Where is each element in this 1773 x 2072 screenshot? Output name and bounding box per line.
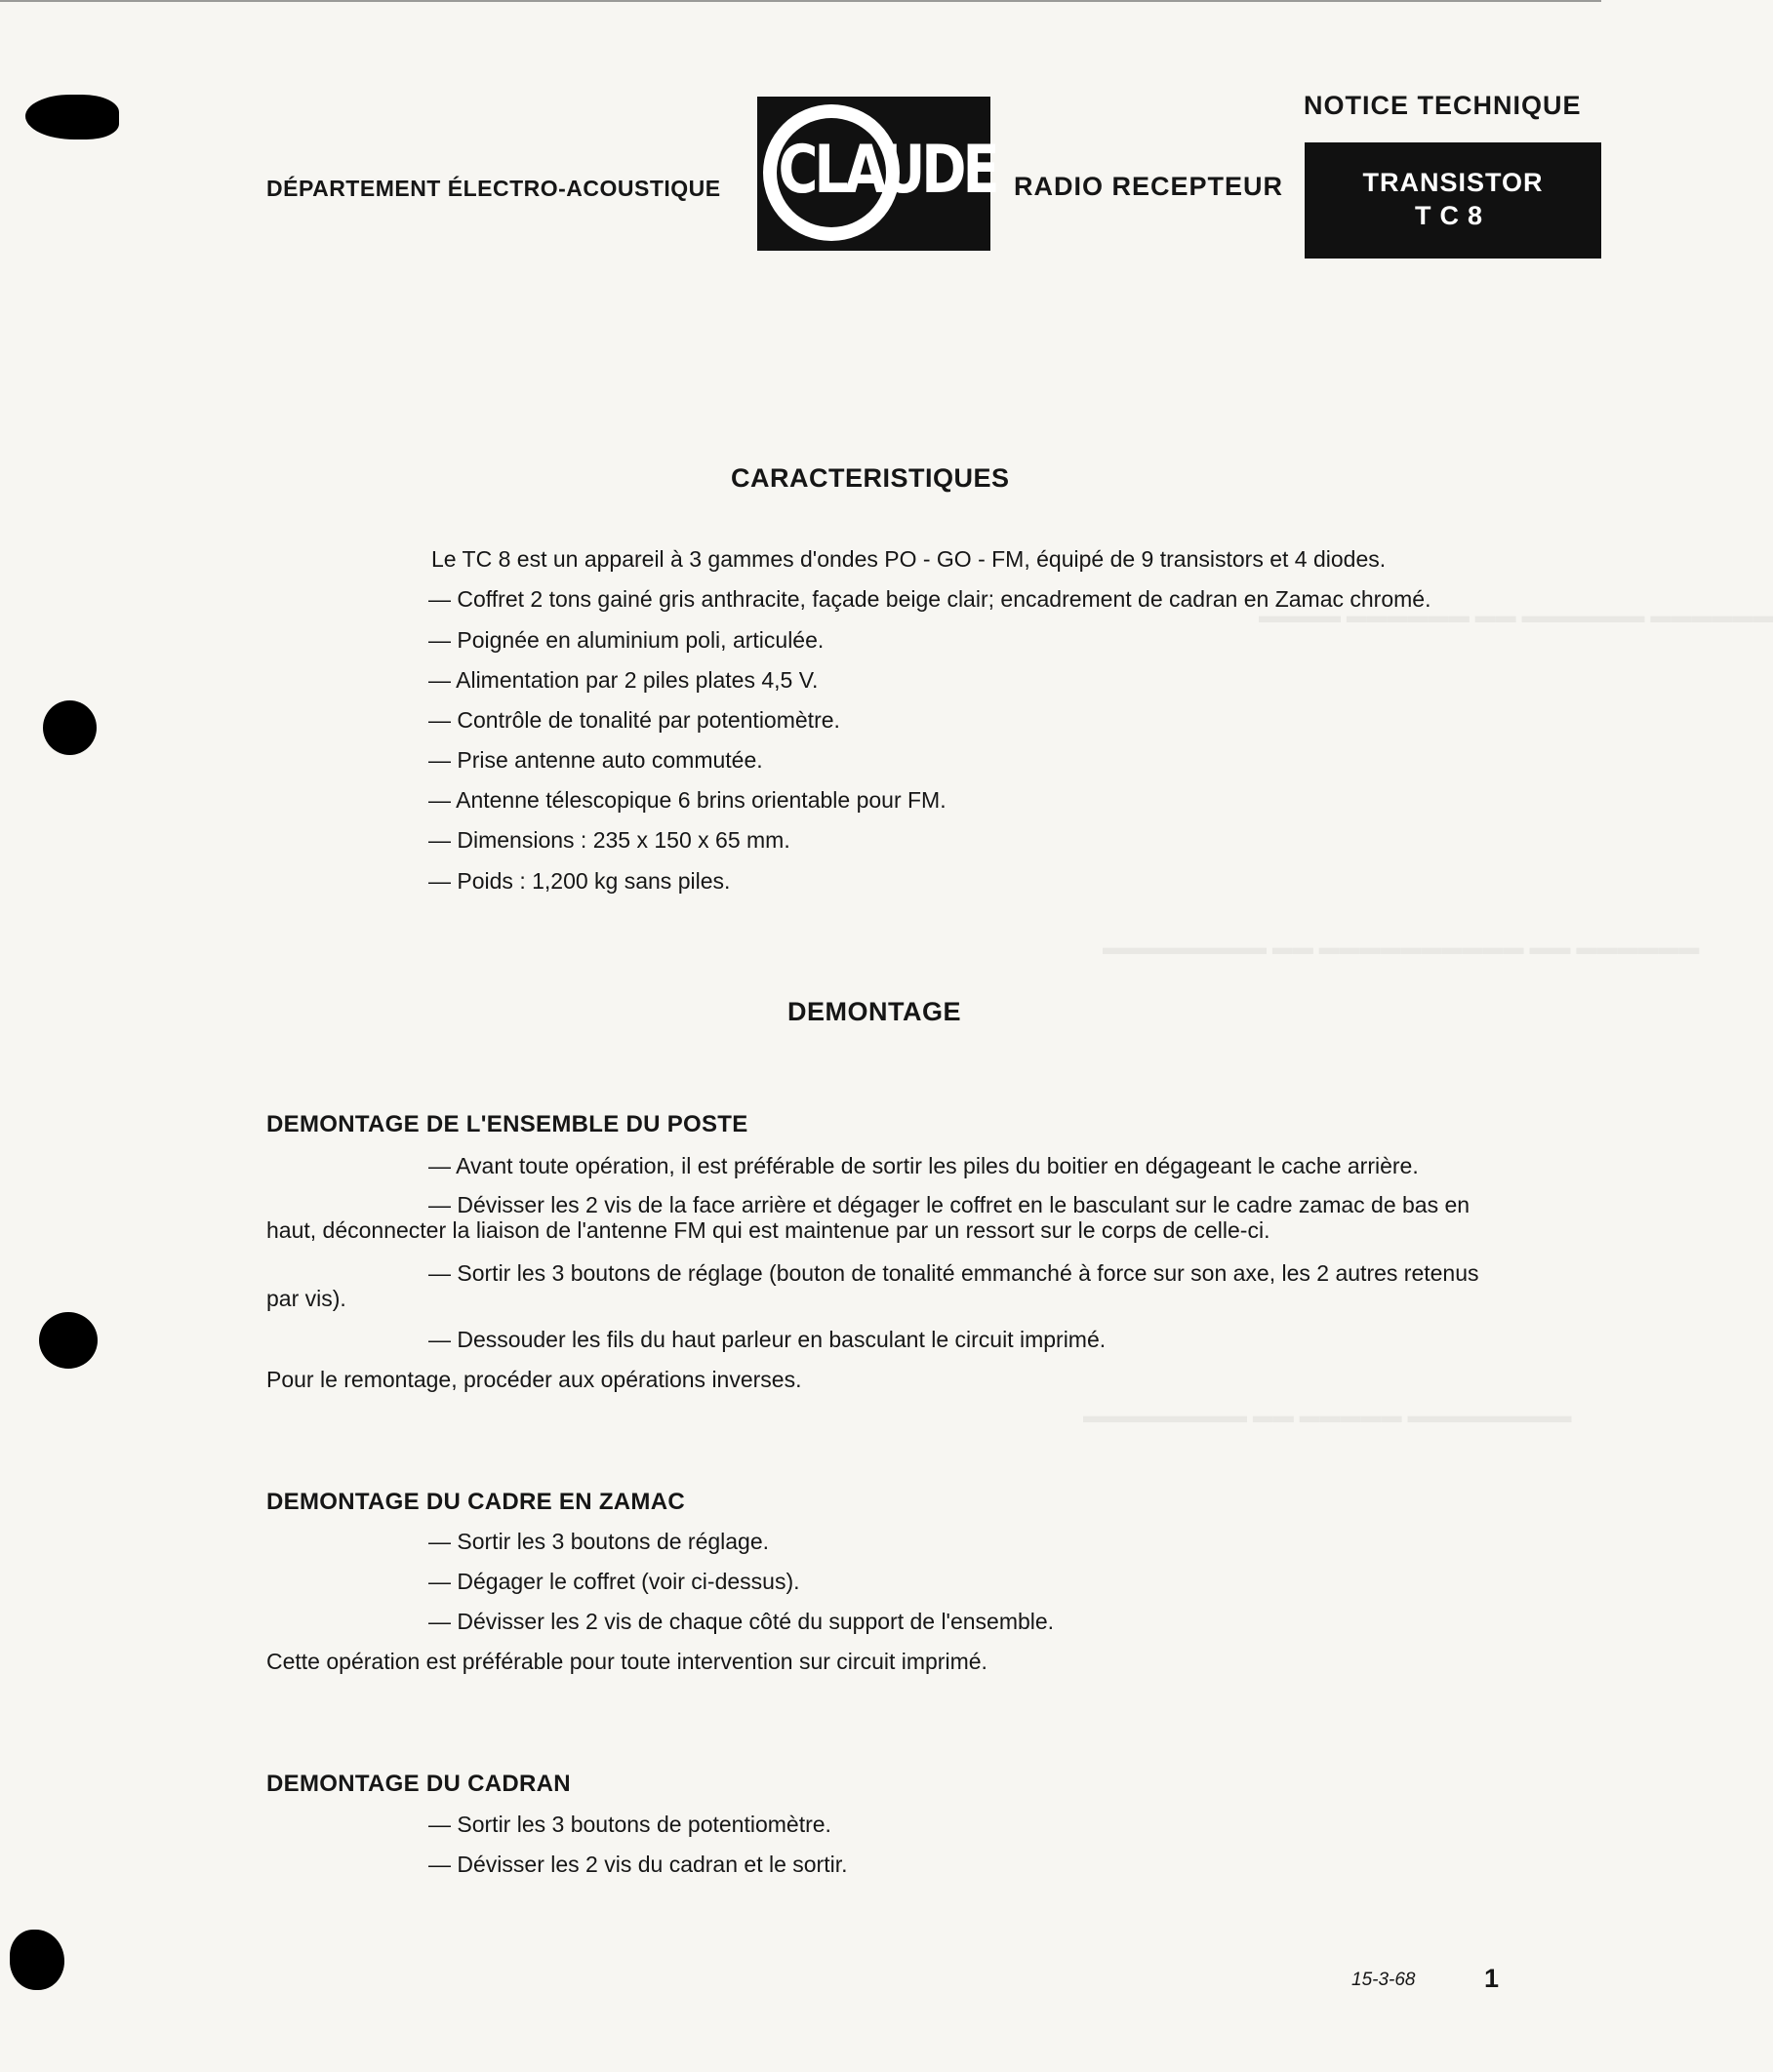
section-note: Pour le remontage, procéder aux opérations inverses. — [266, 1367, 802, 1392]
model-badge-line1: TRANSISTOR — [1362, 168, 1544, 197]
bleed-through-decoration: ▬▬▬▬▬▬▬▬ ▬▬ ▬▬▬▬▬ ▬▬▬▬▬▬▬▬ — [1083, 1405, 1572, 1427]
characteristics-item: — Dimensions : 235 x 150 x 65 mm. — [428, 827, 790, 853]
characteristics-item: — Coffret 2 tons gainé gris anthracite, façade beige clair; encadrement de cadran en Zamac chromé. — [428, 586, 1431, 612]
characteristics-item: — Contrôle de tonalité par potentiomètre. — [428, 707, 840, 733]
section-step: — Dégager le coffret (voir ci-dessus). — [428, 1569, 800, 1594]
punch-hole-bottom — [10, 1930, 64, 1990]
characteristics-item: — Poignée en aluminium poli, articulée. — [428, 627, 825, 653]
department-label: DÉPARTEMENT ÉLECTRO-ACOUSTIQUE — [266, 176, 721, 201]
characteristics-title: CARACTERISTIQUES — [731, 463, 1010, 493]
product-type-label: RADIO RECEPTEUR — [1014, 172, 1284, 201]
claude-logo — [757, 97, 996, 251]
section-note: Cette opération est préférable pour toute intervention sur circuit imprimé. — [266, 1649, 987, 1674]
characteristics-item: — Prise antenne auto commutée. — [428, 747, 763, 773]
characteristics-item: — Poids : 1,200 kg sans piles. — [428, 868, 731, 894]
section-step: — Dévisser les 2 vis de la face arrière et dégager le coffret en le basculant sur le cadre zamac de bas en haut, déconnecter la liaison de l'antenne FM qui est maintenue par un ressort sur le corps de celle-ci. — [266, 1192, 1471, 1243]
page-top-edge — [0, 0, 1601, 2]
section-step: — Dévisser les 2 vis du cadran et le sortir. — [428, 1852, 848, 1877]
bleed-through-decoration: ▬▬▬▬ ▬▬▬▬▬▬ ▬▬ ▬▬▬▬▬▬ ▬▬▬▬▬▬ — [1259, 605, 1773, 627]
punch-hole-upper — [43, 700, 97, 755]
section-heading: DEMONTAGE DU CADRE EN ZAMAC — [266, 1489, 685, 1515]
disassembly-title: DEMONTAGE — [787, 997, 961, 1026]
page-number: 1 — [1484, 1964, 1500, 1993]
section-heading: DEMONTAGE DU CADRAN — [266, 1771, 571, 1797]
section-step: — Sortir les 3 boutons de réglage. — [428, 1529, 770, 1554]
model-badge-line2: TC8 — [1414, 201, 1491, 230]
section-step: — Avant toute opération, il est préférable de sortir les piles du boitier en dégageant le cache arrière. — [428, 1153, 1419, 1178]
characteristics-intro: Le TC 8 est un appareil à 3 gammes d'ondes PO - GO - FM, équipé de 9 transistors et 4 diodes. — [431, 546, 1387, 572]
section-step: — Dessouder les fils du haut parleur en basculant le circuit imprimé. — [428, 1327, 1107, 1352]
logo-text: CLAUDE — [778, 132, 996, 209]
characteristics-item: — Alimentation par 2 piles plates 4,5 V. — [428, 667, 819, 693]
punch-hole-top — [25, 95, 119, 139]
characteristics-item: — Antenne télescopique 6 brins orientable pour FM. — [428, 787, 947, 813]
section-step: — Dévisser les 2 vis de chaque côté du support de l'ensemble. — [428, 1609, 1055, 1634]
punch-hole-middle — [39, 1312, 98, 1369]
section-step: — Sortir les 3 boutons de réglage (bouton de tonalité emmanché à force sur son axe, les 2 autres retenus par vis). — [266, 1260, 1479, 1311]
bleed-through-decoration: ▬▬▬▬▬▬▬▬ ▬▬ ▬▬▬▬▬▬▬▬▬▬ ▬▬ ▬▬▬▬▬▬ — [1103, 936, 1700, 959]
model-badge — [1305, 142, 1601, 259]
section-step: — Sortir les 3 boutons de potentiomètre. — [428, 1812, 831, 1837]
footer-date: 15-3-68 — [1351, 1970, 1416, 1990]
section-heading: DEMONTAGE DE L'ENSEMBLE DU POSTE — [266, 1111, 748, 1137]
doc-type-label: NOTICE TECHNIQUE — [1304, 91, 1582, 120]
